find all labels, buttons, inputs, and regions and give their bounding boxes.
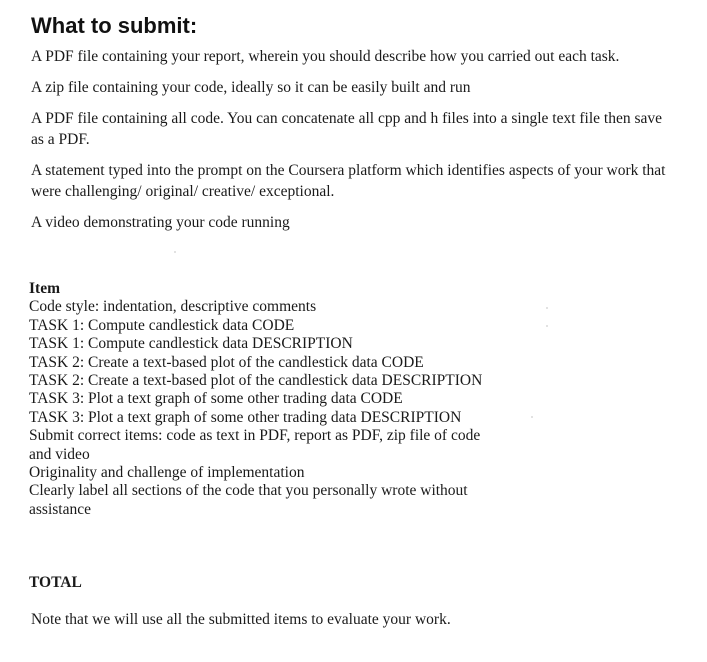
rubric-item: TASK 3: Plot a text graph of some other trading data DESCRIPTION — [29, 408, 462, 426]
page-heading: What to submit: — [31, 13, 198, 38]
rubric-item: TASK 1: Compute candlestick data CODE — [29, 316, 295, 334]
submission-list — [31, 46, 671, 243]
scan-speck — [174, 251, 176, 253]
rubric-header: Item — [29, 280, 60, 297]
rubric-item: TASK 2: Create a text-based plot of the candlestick data CODE — [29, 353, 424, 371]
rubric-item: Code style: indentation, descriptive comments — [29, 298, 317, 316]
rubric-item: Originality and challenge of implementation — [29, 464, 305, 482]
submission-item: A PDF file containing your report, wherein you should describe how you carried out each task. — [31, 48, 620, 65]
scan-speck — [546, 307, 548, 309]
rubric-item: TASK 1: Compute candlestick data DESCRIPTION — [29, 335, 353, 353]
rubric-item: Clearly label all sections of the code that you personally wrote without assistance — [29, 482, 468, 518]
submission-item: A statement typed into the prompt on the Coursera platform which identifies aspects of your work that were challenging/ original/ creative/ exceptional. — [31, 162, 666, 200]
submission-item: A zip file containing your code, ideally so it can be easily built and run — [31, 79, 471, 96]
rubric-item: Submit correct items: code as text in PDF, report as PDF, zip file of code and video — [29, 427, 481, 463]
submission-item: A PDF file containing all code. You can concatenate all cpp and h files into a single text file then save as a PDF. — [31, 110, 663, 148]
evaluation-note: Note that we will use all the submitted items to evaluate your work. — [31, 611, 451, 628]
scan-speck — [546, 325, 548, 327]
rubric-table — [29, 280, 489, 519]
rubric-item: TASK 3: Plot a text graph of some other trading data CODE — [29, 390, 403, 408]
rubric-total-label: TOTAL — [29, 574, 82, 591]
submission-item: A video demonstrating your code running — [31, 214, 290, 231]
scan-speck — [531, 416, 533, 418]
rubric-item: TASK 2: Create a text-based plot of the candlestick data DESCRIPTION — [29, 372, 483, 390]
